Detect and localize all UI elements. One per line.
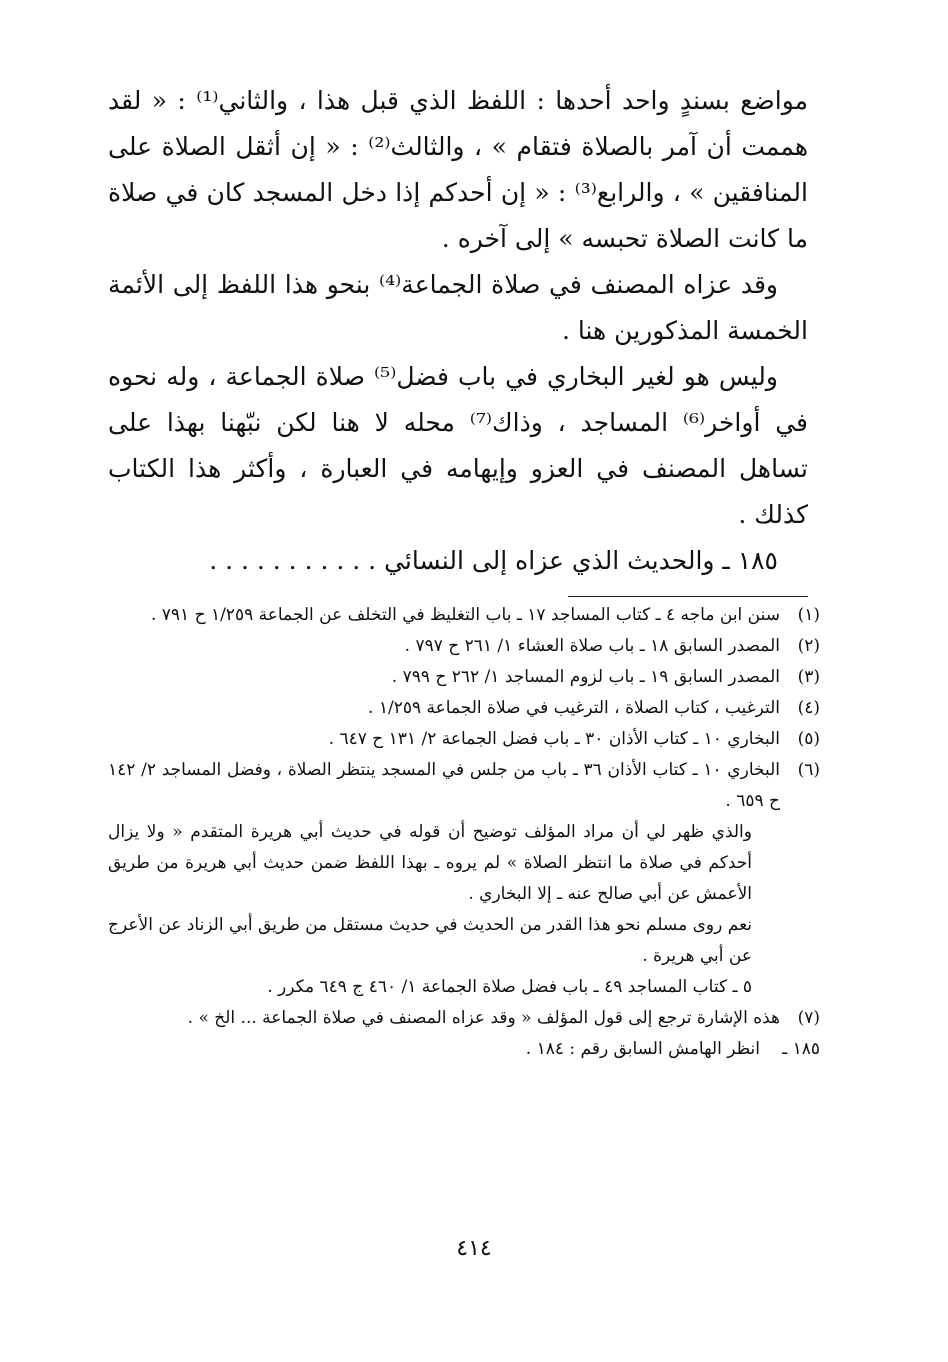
footnote-4 xyxy=(108,693,820,724)
main-text xyxy=(108,78,808,538)
footnote-1 xyxy=(108,600,820,631)
footnote-number: (١) xyxy=(797,605,820,625)
footnote-5 xyxy=(108,724,820,755)
footnote-separator xyxy=(568,596,808,597)
footnote-commentary-2: نعم روى مسلم نحو هذا القدر من الحديث في حديث مستقل من طريق أبي الزناد عن الأعرج عن أبي هريرة . xyxy=(108,915,752,966)
footnote-number: (٥) xyxy=(797,729,820,749)
footnote-commentary-3: ٥ ـ كتاب المساجد ٤٩ ـ باب فضل صلاة الجماعة ١/ ٤٦٠ ج ٦٤٩ مكرر . xyxy=(267,977,752,997)
footnote-text: البخاري ١٠ ـ كتاب الأذان ٣٠ ـ باب فضل الجماعة ٢/ ١٣١ ح ٦٤٧ . xyxy=(328,729,780,749)
footnote-text: المصدر السابق ١٨ ـ باب صلاة العشاء ١/ ٢٦١ ح ٧٩٧ . xyxy=(404,636,780,656)
footnote-text: هذه الإشارة ترجع إلى قول المؤلف « وقد عزاه المصنف في صلاة الجماعة ... الخ » . xyxy=(187,1008,780,1028)
entry-heading-text: ١٨٥ ـ والحديث الذي عزاه إلى النسائي xyxy=(384,546,778,575)
footnote-185 xyxy=(108,1034,820,1065)
footnote-commentary-1: والذي ظهر لي أن مراد المؤلف توضيح أن قوله في حديث أبي هريرة المتقدم « ولا يزال أحدكم في صلاة ما انتظر الصلاة » لم يروه ـ بهذا اللفظ ضمن حديث أبي هريرة من طريق الأعمش عن أبي صالح عنه ـ إلا البخاري . xyxy=(108,822,752,904)
footnote-text: الترغيب ، كتاب الصلاة ، الترغيب في صلاة الجماعة ١/٢٥٩ . xyxy=(368,698,780,718)
footnote-number: (٦) xyxy=(797,760,820,780)
footnote-number: (٧) xyxy=(797,1008,820,1028)
paragraph-2: وقد عزاه المصنف في صلاة الجماعة⁽⁴⁾ بنحو هذا اللفظ إلى الأئمة الخمسة المذكورين هنا . xyxy=(108,270,808,345)
ellipsis-dots: . . . . . . . . . . . xyxy=(209,546,377,575)
footnotes xyxy=(108,600,820,1065)
footnote-text: البخاري ١٠ ـ كتاب الأذان ٣٦ ـ باب من جلس في المسجد ينتظر الصلاة ، وفضل المساجد ٢/ ١٤٢ ح ٦٥٩ . xyxy=(108,760,781,811)
next-entry-heading xyxy=(108,538,808,584)
footnote-text: سنن ابن ماجه ٤ ـ كتاب المساجد ١٧ ـ باب التغليظ في التخلف عن الجماعة ١/٢٥٩ ح ٧٩١ . xyxy=(150,605,780,625)
footnote-body xyxy=(108,755,780,1003)
page-number: ٤١٤ xyxy=(456,1236,492,1261)
footnote-number: (٣) xyxy=(797,667,820,687)
footnote-text: المصدر السابق ١٩ ـ باب لزوم المساجد ١/ ٢٦٢ ح ٧٩٩ . xyxy=(391,667,780,687)
footnote-7 xyxy=(108,1003,820,1034)
footnote-number: (٢) xyxy=(797,636,820,656)
paragraph-1: مواضع بسندٍ واحد أحدها : اللفظ الذي قبل هذا ، والثاني⁽¹⁾ : « لقد هممت أن آمر بالصلاة فتقام » ، والثالث⁽²⁾ : « إن أثقل الصلاة على المنافقين » ، والرابع⁽³⁾ : « إن أحدكم إذا دخل المسجد كان في صلاة ما كانت الصلاة تحبسه » إلى آخره . xyxy=(108,86,809,253)
footnote-text: انظر الهامش السابق رقم : ١٨٤ . xyxy=(525,1039,760,1059)
footnote-number: (٤) xyxy=(797,698,820,718)
footnote-2 xyxy=(108,631,820,662)
footnote-number: ١٨٥ ـ xyxy=(782,1039,820,1059)
footnote-3 xyxy=(108,662,820,693)
paragraph-3: وليس هو لغير البخاري في باب فضل⁽⁵⁾ صلاة الجماعة ، وله نحوه في أواخر⁽⁶⁾ المساجد ، وذاك⁽⁷⁾ محله لا هنا لكن نبّهنا بهذا على تساهل المصنف في العزو وإيهامه في العبارة ، وأكثر هذا الكتاب كذلك . xyxy=(108,362,808,529)
footnote-6 xyxy=(108,755,820,1003)
